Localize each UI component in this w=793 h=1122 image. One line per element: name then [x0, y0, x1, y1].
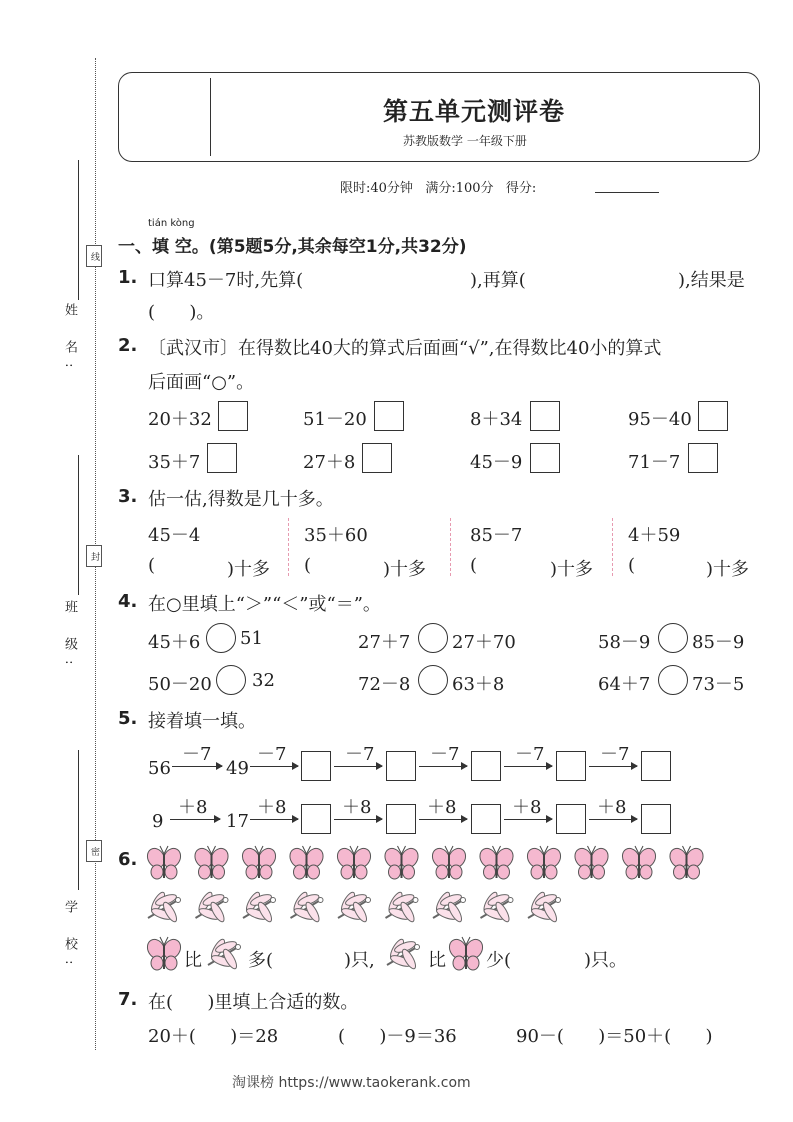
- butterfly-icon: [287, 845, 327, 879]
- chain-second: 49: [226, 758, 249, 779]
- butterfly-icon: [429, 845, 469, 879]
- chain-start: 9: [152, 811, 164, 832]
- q7-equation: 90－( )＝50＋( ): [516, 1026, 713, 1047]
- butterfly-icon: [477, 845, 517, 879]
- name-label: 姓 名:: [62, 303, 77, 378]
- q3-expr: 45－4: [148, 525, 201, 546]
- q1-text-b: ),再算(: [470, 270, 526, 291]
- q2-expr: 51－20: [303, 409, 367, 430]
- dragonfly-icon: [386, 890, 419, 923]
- q2-line2: 后面画“○”。: [148, 372, 255, 393]
- q2-expr: 45－9: [470, 452, 523, 473]
- exam-info: 限时:40分钟 满分:100分 得分:: [340, 181, 537, 196]
- butterfly-icon: [144, 936, 184, 970]
- q2-expr: 95－40: [628, 409, 692, 430]
- butterfly-icon: [572, 845, 612, 879]
- dragonfly-icon: [528, 890, 561, 923]
- q2-expr: 71－7: [628, 452, 681, 473]
- class-label: 班 级:: [62, 600, 77, 675]
- footer-watermark: 淘课榜 https://www.taokerank.com: [232, 1075, 471, 1091]
- dragonfly-icon: [291, 890, 324, 923]
- q4-left: 58－9: [598, 632, 651, 653]
- chain-start: 56: [148, 758, 171, 779]
- q4-number: 4.: [118, 591, 138, 612]
- dragonfly-icon: [481, 890, 514, 923]
- chain-second: 17: [226, 811, 249, 832]
- q4-text: 在○里填上“＞”“＜”或“＝”。: [148, 594, 381, 615]
- q6-text: )只。: [584, 950, 628, 971]
- q6-number: 6.: [118, 849, 138, 870]
- butterfly-icon: [619, 845, 659, 879]
- dragonfly-icon: [433, 890, 466, 923]
- page-subtitle: 苏教版数学 一年级下册: [403, 134, 527, 148]
- q5-number: 5.: [118, 708, 138, 729]
- pinyin-annotation: tián kòng: [148, 218, 195, 229]
- q3-number: 3.: [118, 486, 138, 507]
- dragonfly-icon: [196, 890, 229, 923]
- butterfly-icon: [524, 845, 564, 879]
- line-char-box: 线: [86, 245, 102, 267]
- q3-expr: 4＋59: [628, 525, 681, 546]
- q7-text: 在( )里填上合适的数。: [148, 992, 359, 1013]
- q3-paren-open: (: [470, 555, 478, 576]
- butterfly-icon: [334, 845, 374, 879]
- q3-paren-open: (: [148, 555, 156, 576]
- dragonfly-icon: [208, 937, 241, 970]
- page-title: 第五单元测评卷: [383, 97, 566, 126]
- q6-text: )只,: [344, 950, 375, 971]
- chain-op: －7: [600, 744, 630, 765]
- butterfly-row: [144, 845, 706, 879]
- q5-text: 接着填一填。: [148, 711, 256, 732]
- butterfly-icon: [382, 845, 422, 879]
- q7-number: 7.: [118, 989, 138, 1010]
- q4-left: 64＋7: [598, 674, 651, 695]
- seal-char-box: 封: [86, 545, 102, 567]
- chain-op: －7: [345, 744, 375, 765]
- q4-right: 27＋70: [452, 632, 516, 653]
- q4-left: 50－20: [148, 674, 212, 695]
- q3-expr: 35＋60: [304, 525, 368, 546]
- dragonfly-icon: [148, 890, 181, 923]
- q3-paren-open: (: [628, 555, 636, 576]
- q2-line1: 〔武汉市〕在得数比40大的算式后面画“√”,在得数比40小的算式: [148, 338, 662, 359]
- dragonfly-icon: [387, 937, 420, 970]
- q2-expr: 8＋34: [470, 409, 523, 430]
- q6-text: 少(: [486, 950, 512, 971]
- q2-expr: 20＋32: [148, 409, 212, 430]
- butterfly-icon: [239, 845, 279, 879]
- chain-op: ＋8: [178, 797, 208, 818]
- q3-paren-close: )十多: [383, 559, 427, 580]
- butterfly-icon: [192, 845, 232, 879]
- q4-right: 63＋8: [452, 674, 505, 695]
- q6-text: 多(: [248, 950, 274, 971]
- q1-line2: ( )。: [148, 302, 215, 323]
- q4-right: 51: [240, 628, 263, 649]
- chain-op: －7: [182, 744, 212, 765]
- butterfly-icon: [144, 845, 184, 879]
- q4-left: 72－8: [358, 674, 411, 695]
- butterfly-icon: [446, 936, 486, 970]
- q7-equation: 20＋( )＝28: [148, 1026, 279, 1047]
- q3-expr: 85－7: [470, 525, 523, 546]
- dragonfly-icon: [243, 890, 276, 923]
- q4-left: 45＋6: [148, 632, 201, 653]
- dragonfly-icon: [338, 890, 371, 923]
- q3-paren-open: (: [304, 555, 312, 576]
- chain-op: ＋8: [427, 797, 457, 818]
- q1-text-a: 口算45－7时,先算(: [148, 270, 304, 291]
- q2-expr: 27＋8: [303, 452, 356, 473]
- heading-prefix: 一、: [118, 237, 152, 257]
- chain-op: ＋8: [257, 797, 287, 818]
- heading-word: 填 空: [152, 237, 192, 257]
- secret-char-box: 密: [86, 840, 102, 862]
- chain-op: ＋8: [597, 797, 627, 818]
- q3-paren-close: )十多: [550, 559, 594, 580]
- school-label: 学 校:: [62, 900, 77, 975]
- q2-expr: 35＋7: [148, 452, 201, 473]
- q7-equation: ( )－9＝36: [338, 1026, 457, 1047]
- q4-right: 73－5: [692, 674, 745, 695]
- q4-left: 27＋7: [358, 632, 411, 653]
- q6-text: 比: [428, 950, 446, 971]
- q1-number: 1.: [118, 267, 138, 288]
- chain-op: －7: [515, 744, 545, 765]
- q2-number: 2.: [118, 335, 138, 356]
- chain-op: ＋8: [342, 797, 372, 818]
- q3-paren-close: )十多: [227, 559, 271, 580]
- chain-op: ＋8: [512, 797, 542, 818]
- chain-op: －7: [257, 744, 287, 765]
- q3-text: 估一估,得数是几十多。: [148, 489, 334, 510]
- q1-text-c: ),结果是: [678, 270, 745, 291]
- chain-op: －7: [430, 744, 460, 765]
- q6-text: 比: [184, 950, 202, 971]
- butterfly-icon: [667, 845, 707, 879]
- q4-right: 32: [252, 670, 275, 691]
- heading-rest: 。(第5题5分,其余每空1分,共32分): [191, 237, 467, 257]
- dragonfly-row: [148, 890, 561, 923]
- q4-right: 85－9: [692, 632, 745, 653]
- q3-paren-close: )十多: [706, 559, 750, 580]
